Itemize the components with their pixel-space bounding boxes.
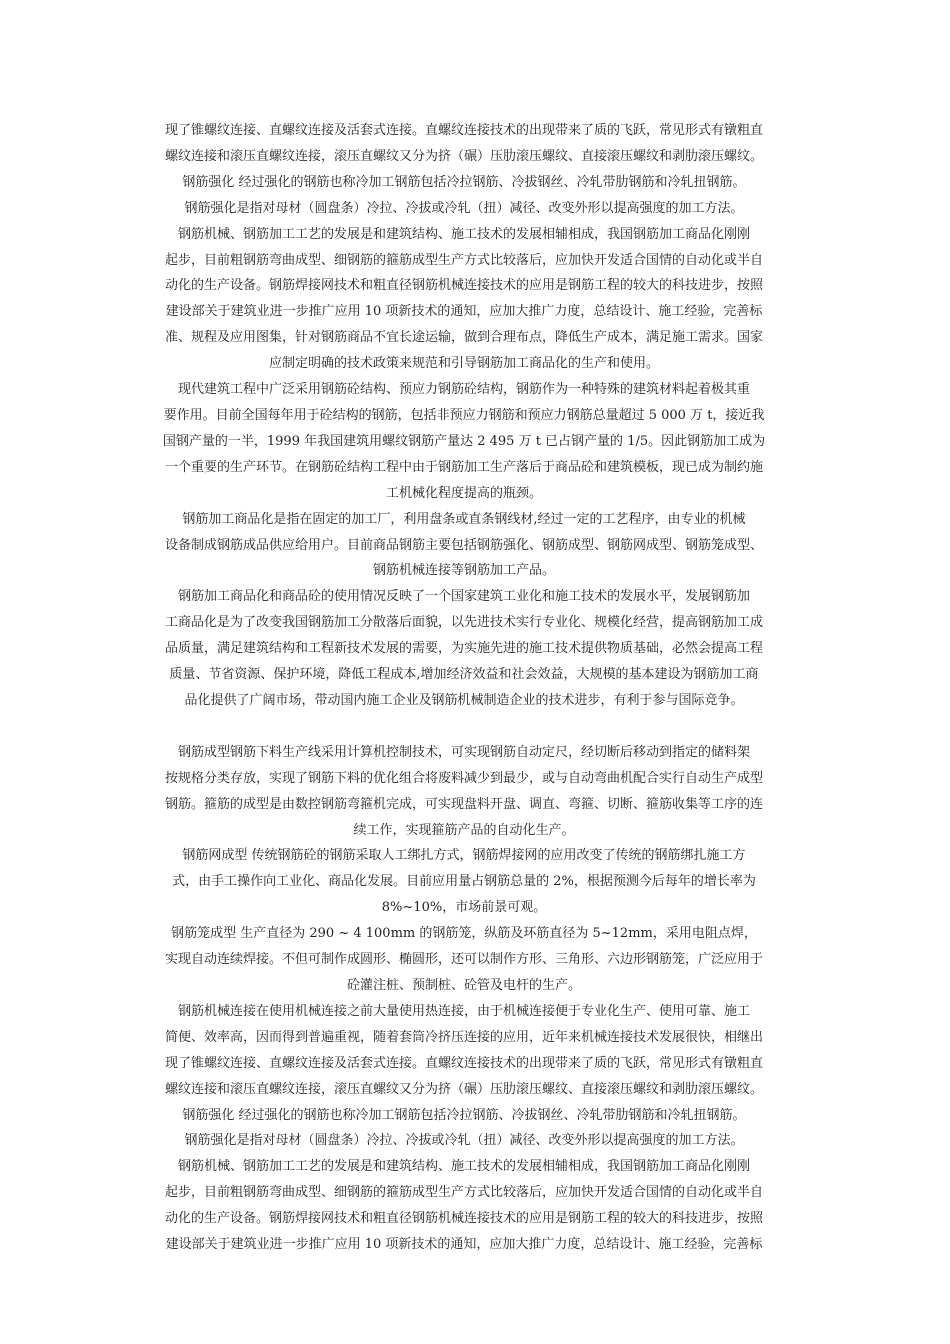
text-line: 钢筋机械、钢筋加工工艺的发展是和建筑结构、施工技术的发展相辅相成，我国钢筋加工商品化刚刚 <box>177 1159 750 1175</box>
text-line: 按规格分类存放，实现了钢筋下料的优化组合将废料减少到最少，或与自动弯曲机配合实行自动生产成型 <box>164 770 763 786</box>
text-line: 钢筋网成型 传统钢筋砼的钢筋采取人工绑扎方式，钢筋焊接网的应用改变了传统的钢筋绑扎施工方 <box>182 848 746 864</box>
text-line: 式，由手工操作向工业化、商品化发展。目前应用量占钢筋总量的 2%，根据预测今后每年的增长率为 <box>172 874 756 890</box>
text-line: 现代建筑工程中广泛采用钢筋砼结构、预应力钢筋砼结构，钢筋作为一种特殊的建筑材料起着极其重 <box>177 382 750 398</box>
paragraph <box>116 377 812 507</box>
paragraph <box>116 1128 812 1154</box>
text-line: 质量、节省资源、保护环境，降低工程成本,增加经济效益和社会效益，大规模的基本建设为钢筋加工商 <box>169 667 759 683</box>
text-line: 钢筋成型钢筋下料生产线采用计算机控制技术，可实现钢筋自动定尺，经切断后移动到指定的储料架 <box>177 744 750 760</box>
text-line: 一个重要的生产环节。在钢筋砼结构工程中由于钢筋加工生产落后于商品砼和建筑模板，现已成为制约施 <box>164 459 763 475</box>
text-line: 钢筋加工商品化和商品砼的使用情况反映了一个国家建筑工业化和施工技术的发展水平，发展钢筋加 <box>177 589 750 605</box>
text-line: 钢筋强化是指对母材（圆盘条）冷拉、冷拔或冷轧（扭）减径、改变外形以提高强度的加工方法。 <box>184 1133 744 1149</box>
paragraph <box>116 222 812 377</box>
text-line: 设备制成钢筋成品供应给用户。目前商品钢筋主要包括钢筋强化、钢筋成型、钢筋网成型、钢筋笼成型、 <box>164 537 763 553</box>
text-line: 建设部关于建筑业进一步推广应用 10 项新技术的通知，应加大推广力度，总结设计、施工经验，完善标 <box>165 304 763 320</box>
text-line: 现了锥螺纹连接、直螺纹连接及活套式连接。直螺纹连接技术的出现带来了质的飞跃，常见形式有镦粗直 <box>164 1055 763 1071</box>
text-line: 钢筋机械、钢筋加工工艺的发展是和建筑结构、施工技术的发展相辅相成，我国钢筋加工商品化刚刚 <box>177 226 750 242</box>
paragraph <box>116 999 812 1103</box>
text-line: 应制定明确的技术政策来规范和引导钢筋加工商品化的生产和使用。 <box>268 356 659 372</box>
paragraph <box>116 740 812 844</box>
text-line: 钢筋强化是指对母材（圆盘条）冷拉、冷拔或冷轧（扭）减径、改变外形以提高强度的加工方法。 <box>184 200 744 216</box>
text-line: 螺纹连接和滚压直螺纹连接，滚压直螺纹又分为挤（碾）压肋滚压螺纹、直接滚压螺纹和剥肋滚压螺纹。 <box>164 1081 763 1097</box>
paragraph <box>116 118 812 170</box>
text-line: 8%~10%，市场前景可观。 <box>381 900 547 916</box>
text-line: 要作用。目前全国每年用于砼结构的钢筋，包括非预应力钢筋和预应力钢筋总量超过 5 000 万 t，接近我 <box>163 407 765 423</box>
text-line: 建设部关于建筑业进一步推广应用 10 项新技术的通知，应加大推广力度，总结设计、施工经验，完善标 <box>165 1237 763 1253</box>
text-line: 工商品化是为了改变我国钢筋加工分散落后面貌，以先进技术实行专业化、规模化经营，提高钢筋加工成 <box>164 615 763 631</box>
text-line: 简便、效率高，因而得到普遍重视，随着套筒冷挤压连接的应用，近年来机械连接技术发展很快，相继出 <box>164 1029 763 1045</box>
paragraph <box>116 843 812 921</box>
paragraph <box>116 1154 812 1258</box>
text-line: 钢筋笼成型 生产直径为 290 ~ 4 100mm 的钢筋笼，纵筋及环筋直径为 5~12mm，采用电阻点焊， <box>171 926 757 942</box>
paragraph <box>116 584 812 714</box>
document-page <box>116 118 812 1258</box>
text-line: 品化提供了广阔市场，带动国内施工企业及钢筋机械制造企业的技术进步，有利于参与国际竞争。 <box>184 692 744 708</box>
text-line: 动化的生产设备。钢筋焊接网技术和粗直径钢筋机械连接技术的应用是钢筋工程的较大的科技进步，按照 <box>164 278 763 294</box>
text-line: 钢筋机械连接等钢筋加工产品。 <box>372 563 555 579</box>
text-line: 续工作，实现箍筋产品的自动化生产。 <box>353 822 575 838</box>
text-line: 实现自动连续焊接。不但可制作成圆形、椭圆形，还可以制作方形、三角形、六边形钢筋笼，广泛应用于 <box>164 952 763 968</box>
text-line: 现了锥螺纹连接、直螺纹连接及活套式连接。直螺纹连接技术的出现带来了质的飞跃，常见形式有镦粗直 <box>164 123 763 138</box>
text-line: 钢筋强化 经过强化的钢筋也称冷加工钢筋包括冷拉钢筋、冷拔钢丝、冷轧带肋钢筋和冷轧扭钢筋。 <box>182 174 746 190</box>
paragraph <box>116 170 812 196</box>
text-line: 钢筋强化 经过强化的钢筋也称冷加工钢筋包括冷拉钢筋、冷拔钢丝、冷轧带肋钢筋和冷轧扭钢筋。 <box>182 1107 746 1123</box>
text-line: 螺纹连接和滚压直螺纹连接，滚压直螺纹又分为挤（碾）压肋滚压螺纹、直接滚压螺纹和剥肋滚压螺纹。 <box>164 148 763 164</box>
text-line: 起步，目前粗钢筋弯曲成型、细钢筋的箍筋成型生产方式比较落后，应加快开发适合国情的自动化或半自 <box>164 252 763 268</box>
text-line: 钢筋机械连接在使用机械连接之前大量使用热连接，由于机械连接便于专业化生产、使用可靠、施工 <box>177 1003 750 1019</box>
text-line: 动化的生产设备。钢筋焊接网技术和粗直径钢筋机械连接技术的应用是钢筋工程的较大的科技进步，按照 <box>164 1211 763 1227</box>
paragraph <box>116 921 812 999</box>
paragraph <box>116 1103 812 1129</box>
text-line: 工机械化程度提高的瓶颈。 <box>385 485 542 501</box>
text-line: 起步，目前粗钢筋弯曲成型、细钢筋的箍筋成型生产方式比较落后，应加快开发适合国情的自动化或半自 <box>164 1185 763 1201</box>
text-line: 钢筋。箍筋的成型是由数控钢筋弯箍机完成，可实现盘料开盘、调直、弯箍、切断、箍筋收集等工序的连 <box>164 796 763 812</box>
paragraph <box>116 507 812 585</box>
text-line: 品质量，满足建筑结构和工程新技术发展的需要，为实施先进的施工技术提供物质基础，必然会提高工程 <box>164 641 763 657</box>
paragraph <box>116 196 812 222</box>
text-line: 砼灌注桩、预制桩、砼管及电杆的生产。 <box>346 978 581 993</box>
text-line: 准、规程及应用图集，针对钢筋商品不宜长途运输，做到合理布点，降低生产成本，满足施工需求。国家 <box>164 330 763 346</box>
text-line: 钢筋加工商品化是指在固定的加工厂，利用盘条或直条钢线材,经过一定的工艺程序，由专业的机械 <box>182 511 746 527</box>
text-line: 国钢产量的一半，1999 年我国建筑用螺纹钢筋产量达 2 495 万 t 已占钢产量的 1/5。因此钢筋加工成为 <box>162 433 766 449</box>
